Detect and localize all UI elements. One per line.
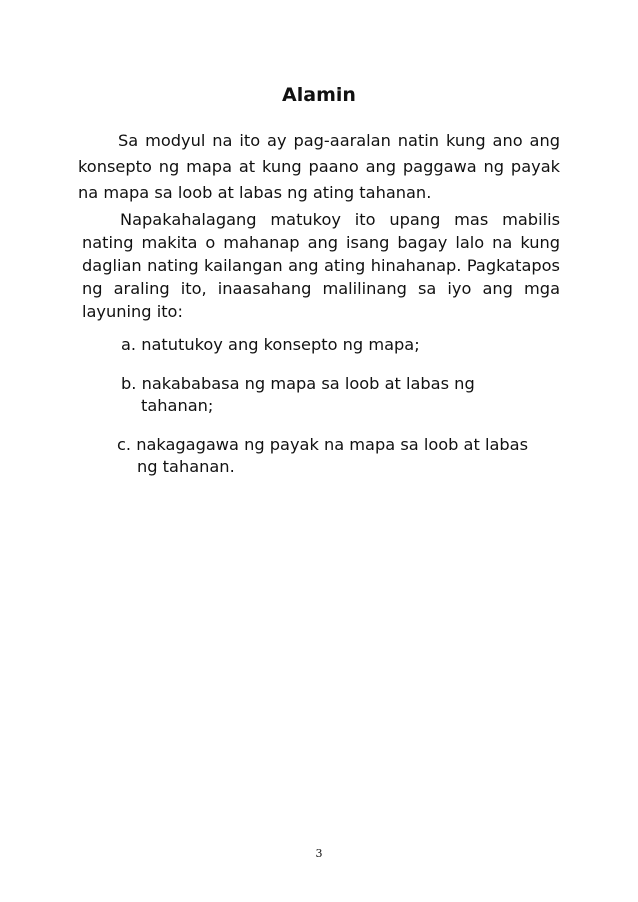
objective-item: a. natutukoy ang konsepto ng mapa; — [121, 335, 420, 354]
page-number: 3 — [315, 847, 323, 860]
objective-item: b. nakababasa ng mapa sa loob at labas ng tahanan; — [121, 374, 475, 415]
objective-item: c. nakagagawa ng payak na mapa sa loob at labas ng tahanan. — [117, 435, 529, 476]
importance-paragraph: Napakahalagang matukoy ito upang mas mabilis nating makita o mahanap ang isang bagay lalo na kung daglian nating kailangan ang ating hinahanap. Pagkatapos ng araling ito, inaasahang malilinang sa iyo ang mga layuning ito: — [82, 210, 560, 321]
page-title: Alamin — [282, 84, 356, 106]
intro-paragraph: Sa modyul na ito ay pag-aaralan natin kung ano ang konsepto ng mapa at kung paano ang paggawa ng payak na mapa sa loob at labas ng ating tahanan. — [78, 131, 560, 202]
